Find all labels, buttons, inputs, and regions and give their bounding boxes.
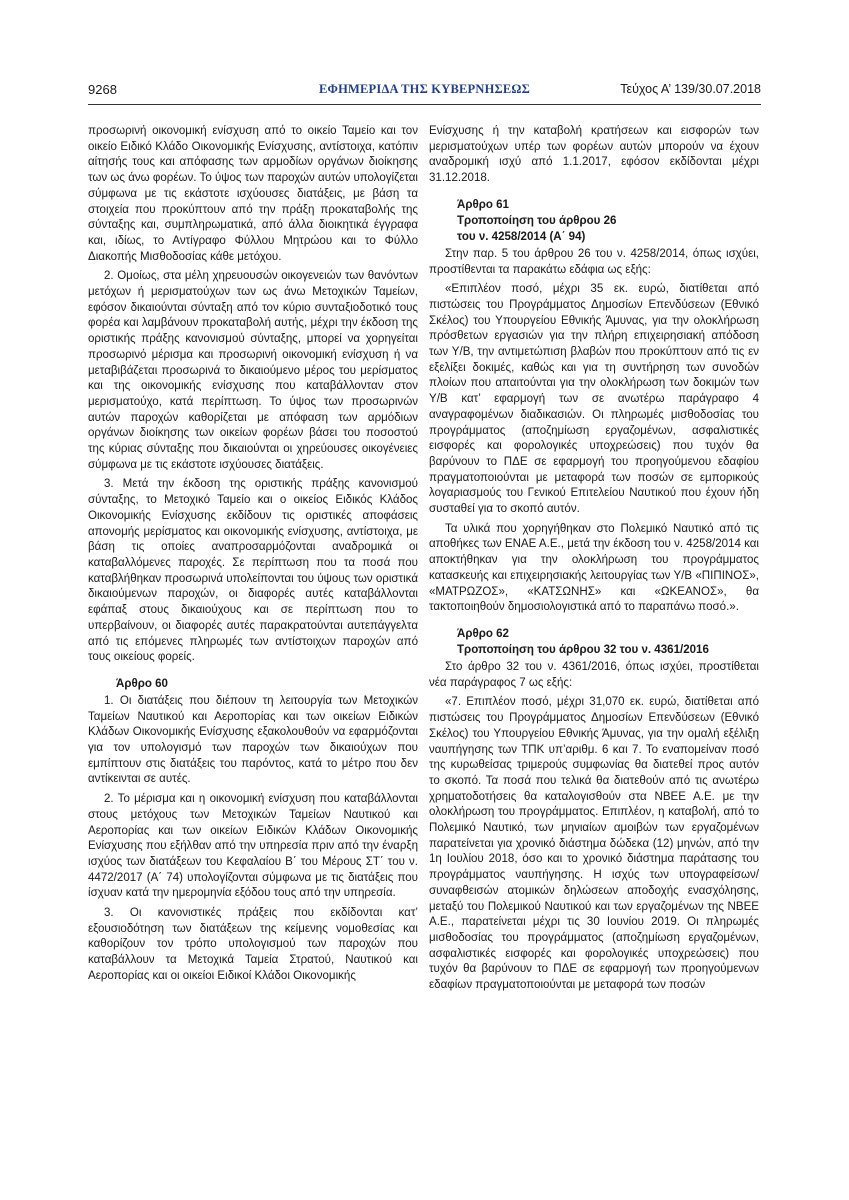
article-61-heading (429, 197, 759, 245)
paragraph: 2. Ομοίως, στα μέλη χηρευουσών οικογενειών των θανόντων μετόχων ή μερισματούχων των ως άνω Μετοχικών Ταμείων, εφόσον δικαιούνται σύνταξη από τον κύριο συνταξιοδοτικό τους φορέα και λαμβάνουν προκαταβολή αυτής, μέχρι την έκδοση της οριστικής πράξης κανονισμού σύνταξης, μπορεί να χορηγείται προσωρινό μέρισμα και προσωρινή οικονομική ενίσχυση ή να μεταβιβάζεται προσωρινά το δικαιούμενο μέρος του μερίσματος και της οικονομικής ενίσχυσης που καταβάλλονταν στον μερισματούχο, κατά περίπτωση. Το ύψος των προσωρινών αυτών παροχών καθορίζεται με απόφαση των αρμόδιων οργάνων διοίκησης των οικείων φορέων βάσει του ποσοστού της κύριας σύνταξης που δικαιούνται οι χηρεύουσες οικογένειες σύμφωνα με τις εκάστοτε ισχύουσες διατάξεις. (88, 270, 418, 471)
article-number: Άρθρο 60 (116, 677, 168, 690)
paragraph: Στο άρθρο 32 του ν. 4361/2016, όπως ισχύει, προστίθεται νέα παράγραφος 7 ως εξής: (429, 660, 759, 689)
paragraph: Ενίσχυσης ή την καταβολή κρατήσεων και εισφορών των μερισματούχων υπέρ των φορέων αυτών μπορούν να έχουν αναδρομική ισχύ από 1.1.2017, εφόσον εκδίδονται μέχρι 31.12.2018. (429, 125, 759, 185)
page-header (88, 80, 761, 105)
article-title: Τροποποίηση του άρθρου 26 (457, 214, 617, 227)
paragraph: 3. Οι κανονιστικές πράξεις που εκδίδονται κατ’ εξουσιοδότηση των διατάξεων της κείμενης νομοθεσίας και καθορίζουν τον τρόπο υπολογισμού των παροχών που καταβάλλουν τα Μετοχικά Ταμεία Στρατού, Ναυτικού και Αεροπορίας και οι οικείοι Ειδικοί Κλάδοι Οικονομικής (88, 907, 418, 982)
page-number: 9268 (88, 82, 117, 97)
article-number: Άρθρο 61 (457, 198, 509, 211)
paragraph: Στην παρ. 5 του άρθρου 26 του ν. 4258/2014, όπως ισχύει, προστίθενται τα παρακάτω εδάφια ως εξής: (429, 247, 759, 276)
paragraph: 3. Μετά την έκδοση της οριστικής πράξης κανονισμού σύνταξης, το Μετοχικό Ταμείο και ο οικείος Ειδικός Κλάδος Οικονομικής Ενίσχυσης εκδίδουν τις οριστικές αποφάσεις απονομής μερίσματος και οικονομικής ενίσχυσης, αντίστοιχα, με βάση τις οποίες αναπροσαρμόζονται αναδρομικά οι καταβαλλόμενες παροχές. Σε περίπτωση που τα ποσά που καταβλήθηκαν προσωρινά υπολείπονται του ύψους των οριστικά δικαιούμενων παροχών, οι διαφορές αυτές καταβάλλονται εφάπαξ στους δικαιούχους και σε περίπτωση που το υπερβαίνουν, οι διαφορές αυτές παρακρατούνται αυτεπάγγελτα από τις επόμενες πληρωμές των αντίστοιχων παροχών από τους οικείους φορείς. (88, 478, 418, 664)
article-title: Τροποποίηση του άρθρου 32 του ν. 4361/2016 (457, 643, 709, 656)
article-number: Άρθρο 62 (457, 627, 509, 640)
right-column (429, 124, 759, 994)
article-62-heading (429, 626, 759, 658)
journal-title: ΕΦΗΜΕΡΙΔΑ ΤΗΣ ΚΥΒΕΡΝΗΣΕΩΣ (319, 82, 530, 96)
issue-reference: Τεύχος Α’ 139/30.07.2018 (620, 82, 761, 96)
paragraph: 2. Το μέρισμα και η οικονομική ενίσχυση που καταβάλλονται στους μετόχους των Μετοχικών Ταμείων Ναυτικού και Αεροπορίας και των οικείων Ειδικών Κλάδων Οικονομικής Ενίσχυσης που εξήλθαν από την υπηρεσία πριν από την έναρξη ισχύος των διατάξεων του Κεφαλαίου Β΄ του Μέρους ΣΤ΄ του ν. 4472/2017 (Α΄ 74) υπολογίζονται σύμφωνα με τις διατάξεις που ίσχυαν κατά την ημερομηνία εξόδου τους από την υπηρεσία. (88, 793, 418, 900)
article-title: του ν. 4258/2014 (Α΄ 94) (457, 230, 586, 243)
paragraph: «Επιπλέον ποσό, μέχρι 35 εκ. ευρώ, διατίθεται από πιστώσεις του Προγράμματος Δημοσίων Επενδύσεων (Εθνικό Σκέλος) του Υπουργείου Εθνικής Άμυνας, για την ολοκλήρωση πρόσθετων εργασιών για την πλήρη επιχειρησιακή απόδοση των Υ/Β, την αντιμετώπιση βλαβών που προκύπτουν από τις εν εξελίξει δοκιμές, καθώς και για τη συντήρηση των συνοδών πλοίων που απαιτούνται για την ολοκλήρωση των δοκιμών των Υ/Β κατ’ εφαρμογή των σε ανωτέρω παράγραφο 4 αναγραφομένων διαδικασιών. Οι πληρωμές μισθοδοσίας του προγράμματος (αποζημίωση εργαζομένων, ασφαλιστικές εισφορές και φορολογικές υποχρεώσεις) που τυχόν θα βαρύνουν το ΠΔΕ σε εφαρμογή του προηγούμενου εδαφίου πραγματοποιούνται με μεταφορά των ποσών σε εμπορικούς λογαριασμούς του Γενικού Επιτελείου Ναυτικού που έχουν ήδη συσταθεί για το σκοπό αυτόν. (429, 283, 759, 516)
left-column (88, 124, 418, 985)
paragraph: «7. Επιπλέον ποσό, μέχρι 31,070 εκ. ευρώ, διατίθεται από πιστώσεις του Προγράμματος Δημοσίων Επενδύσεων (Εθνικό Σκέλος) του Υπουργείου Εθνικής Άμυνας, για την ομαλή εξέλιξη ναυπήγησης των ΤΠΚ υπ’αριθμ. 6 και 7. Το εναπομείναν ποσό της κυρωθείσας τριμερούς συμφωνίας θα διατεθεί προς αυτόν το σκοπό. Τα ποσά που τελικά θα διατεθούν από τις ανωτέρω χρηματοδοτήσεις θα καταλογισθούν στα ΝΒΕΕ Α.Ε. με την ολοκλήρωση του προγράμματος. Επιπλέον, η καταβολή, από το Πολεμικό Ναυτικό, των μηνιαίων αμοιβών των εργαζομένων παρατείνεται για χρονικό διάστημα δώδεκα (12) μηνών, από την 1η Ιουλίου 2018, όσο και το χρονικό διάστημα παράτασης του προγράμματος ναυπήγησης. Η ισχύς των υπογραφείσων/συναφθεισών ατομικών δηλώσεων αποδοχής ενασχόλησης, μεταξύ του Πολεμικού Ναυτικού και των εργαζομένων της ΝΒΕΕ Α.Ε., παρατείνεται μέχρι τις 30 Ιουνίου 2019. Οι πληρωμές μισθοδοσίας του προγράμματος (αποζημίωση εργαζομένων, ασφαλιστικές εισφορές και φορολογικές υποχρεώσεις) που τυχόν θα βαρύνουν το ΠΔΕ σε εφαρμογή των προηγούμενων εδαφίων πραγματοποιούνται με μεταφορά των ποσών (429, 696, 759, 992)
paragraph: Τα υλικά που χορηγήθηκαν στο Πολεμικό Ναυτικό από τις αποθήκες των ΕΝΑΕ Α.Ε., μετά την έκδοση του ν. 4258/2014 και αποκτήθηκαν για την ολοκλήρωση του προγράμματος κατασκευής και επιχειρησιακής λειτουργίας των Υ/Β «ΠΙΠΙΝΟΣ», «ΜΑΤΡΩΖΟΣ», «ΚΑΤΣΩΝΗΣ» και «ΩΚΕΑΝΟΣ», θα τακτοποιηθούν δημοσιολογιστικά από το παραπάνω ποσό.». (429, 522, 759, 614)
paragraph: προσωρινή οικονομική ενίσχυση από το οικείο Ταμείο και τον οικείο Ειδικό Κλάδο Οικονομικής Ενίσχυσης, αντίστοιχα, κατόπιν αίτησής τους και απόφασης των αρμοδίων οργάνων διοίκησης των ως άνω φορέων. Το ύψος των παροχών αυτών υπολογίζεται σύμφωνα με τις εκάστοτε ισχύουσες διατάξεις, με βάση τα στοιχεία που προκύπτουν από την πράξη προκαταβολής της σύνταξης και, συμπληρωματικά, από άλλα διοικητικά έγγραφα και, ιδίως, το Αντίγραφο Φύλλου Μητρώου και το Φύλλο Διακοπής Μισθοδοσίας κάθε μετόχου. (88, 125, 418, 263)
paragraph: 1. Οι διατάξεις που διέπουν τη λειτουργία των Μετοχικών Ταμείων Ναυτικού και Αεροπορίας και των οικείων Ειδικών Κλάδων Οικονομικής Ενίσχυσης εξακολουθούν να εφαρμόζονται για τον υπολογισμό των παροχών των δικαιούχων που εμπίπτουν στις διατάξεις του παρόντος, κατά το μέτρο που δεν αντίκεινται σε αυτές. (88, 694, 418, 786)
article-60-heading (88, 676, 418, 692)
